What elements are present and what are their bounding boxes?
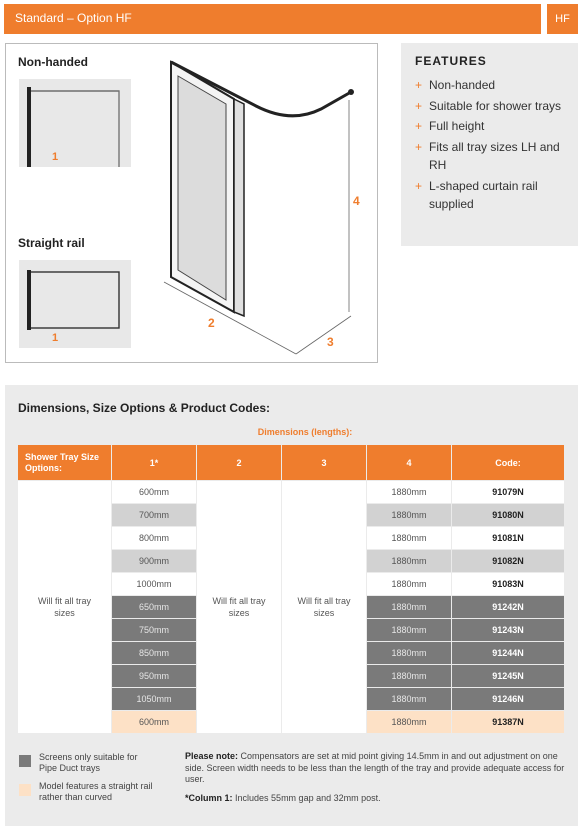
header-col-3: 3 — [282, 445, 366, 480]
table-cell-col-1: 850mm — [112, 642, 196, 664]
header-code: Code: — [452, 445, 564, 480]
table-cell-col-1: 650mm — [112, 596, 196, 618]
plus-icon: + — [415, 139, 423, 154]
features-title: FEATURES — [415, 54, 487, 68]
table-cell-col-1: 600mm — [112, 711, 196, 733]
table-cell-col-4: 1880mm — [367, 642, 451, 664]
header-title: Standard – Option HF — [15, 11, 132, 25]
header-tray-options: Shower Tray Size Options: — [18, 445, 111, 480]
table-cell-col-4: 1880mm — [367, 711, 451, 733]
variant-label-straight-rail: Straight rail — [18, 236, 85, 250]
table-cell-col-1: 750mm — [112, 619, 196, 641]
plus-icon: + — [415, 78, 423, 92]
table-cell-col-4: 1880mm — [367, 481, 451, 503]
shower-screen-3d-illustration — [156, 54, 371, 359]
table-cell-code: 91245N — [452, 665, 564, 687]
table-title: Dimensions, Size Options & Product Codes: — [18, 401, 271, 415]
table-cell-col-4: 1880mm — [367, 665, 451, 687]
feature-item: + L-shaped curtain rail supplied — [415, 178, 538, 211]
curved-rail-plan-icon — [19, 79, 131, 167]
table-cell-col-1: 700mm — [112, 504, 196, 526]
column1-note: *Column 1: Includes 55mm gap and 32mm post. — [185, 793, 381, 803]
table-cell-code: 91079N — [452, 481, 564, 503]
table-cell-col-1: 1050mm — [112, 688, 196, 710]
feature-item: + Suitable for shower trays — [415, 97, 564, 116]
table-cell-code: 91083N — [452, 573, 564, 595]
table-cell-code: 91243N — [452, 619, 564, 641]
header-bar — [4, 4, 541, 34]
dimension-label-3: 3 — [327, 335, 334, 349]
header-code-badge: HF — [547, 4, 578, 34]
plus-icon: + — [415, 98, 423, 113]
legend-swatch-pipe-duct — [19, 755, 31, 767]
table-cell-col-4: 1880mm — [367, 550, 451, 572]
table-cell-col-4: 1880mm — [367, 573, 451, 595]
table-cell-col-4: 1880mm — [367, 688, 451, 710]
plus-icon: + — [415, 119, 423, 133]
feature-item: + Full height — [415, 117, 564, 136]
table-cell-col-1: 1000mm — [112, 573, 196, 595]
table-cell-col-1: 600mm — [112, 481, 196, 503]
table-cell-code: 91080N — [452, 504, 564, 526]
header-col-4: 4 — [367, 445, 451, 480]
legend-text-pipe-duct: Screens only suitable for Pipe Duct trays — [39, 752, 138, 773]
header-col-1: 1* — [112, 445, 196, 480]
diagram-box — [5, 43, 378, 363]
please-note: Please note: Compensators are set at mid point giving 14.5mm in and out adjustment on one side. Screen width needs to be less than the length of the tray and provide adequate access for user. — [185, 751, 565, 784]
header-col-2: 2 — [197, 445, 281, 480]
table-cell-col-4: 1880mm — [367, 527, 451, 549]
table-cell-code: 91082N — [452, 550, 564, 572]
table-cell-col-4: 1880mm — [367, 619, 451, 641]
dimensions-label: Dimensions (lengths): — [257, 427, 353, 437]
table-cell-col-1: 900mm — [112, 550, 196, 572]
feature-item: + Fits all tray sizes LH and RH — [415, 139, 560, 172]
plus-icon: + — [415, 178, 423, 193]
table-cell-col-4: 1880mm — [367, 504, 451, 526]
legend-swatch-straight-rail — [19, 784, 31, 796]
table-cell-code: 91244N — [452, 642, 564, 664]
thumb-non-handed — [19, 79, 131, 167]
features-panel — [401, 43, 578, 246]
table-cell-code: 91242N — [452, 596, 564, 618]
table-cell-code: 91081N — [452, 527, 564, 549]
thumb-straight-rail — [19, 260, 131, 348]
feature-item: + Non-handed — [415, 76, 564, 95]
dimension-label-2: 2 — [208, 316, 215, 330]
table-cell-col-4: 1880mm — [367, 596, 451, 618]
table-cell-col-1: 950mm — [112, 665, 196, 687]
thumb-number-1: 1 — [52, 151, 59, 163]
variant-label-non-handed: Non-handed — [18, 55, 88, 69]
table-cell-col-1: 800mm — [112, 527, 196, 549]
merged-tray-options: Will fit all tray sizes — [18, 481, 111, 733]
merged-col-2: Will fit all tray sizes — [197, 481, 281, 733]
dimension-label-4: 4 — [353, 194, 360, 208]
thumb-number-2: 1 — [52, 332, 59, 344]
table-cell-code: 91387N — [452, 711, 564, 733]
table-cell-code: 91246N — [452, 688, 564, 710]
straight-rail-plan-icon — [19, 260, 131, 348]
legend-text-straight-rail: Model features a straight rail rather than curved — [39, 781, 153, 802]
merged-col-3: Will fit all tray sizes — [282, 481, 366, 733]
table-panel — [5, 385, 578, 826]
